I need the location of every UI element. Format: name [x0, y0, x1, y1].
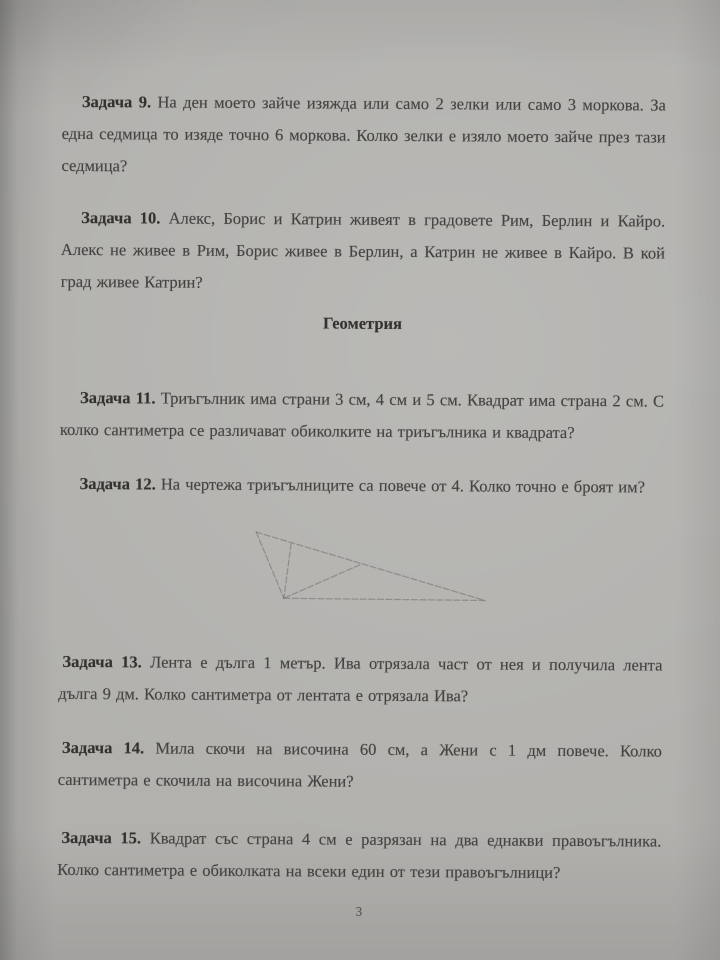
- task-12: [59, 467, 663, 503]
- task-15-label: Задача 15.: [61, 827, 142, 847]
- task-13-text: Лента е дълга 1 метър. Ива отрязала част от нея и получила лента дълга 9 дм. Колко сантиметра от лентата е отрязала Ива?: [58, 651, 663, 705]
- figure-line: [284, 564, 360, 598]
- task-11-label: Задача 11.: [80, 387, 156, 407]
- task-14-text: Мила скочи на височина 60 см, а Жени с 1 дм повече. Колко сантиметра е скочила на височина Жени?: [57, 737, 662, 791]
- task-13-label: Задача 13.: [62, 651, 142, 671]
- task-9: [61, 85, 666, 185]
- figure-line: [256, 532, 485, 600]
- task-12-text: На чертежа триъгълниците са повече от 4. Колко точно е броят им?: [160, 474, 646, 496]
- figure-line: [284, 598, 485, 600]
- task-15-text: Квадрат със страна 4 см е разрязан на два еднакви правоъгълника. Колко сантиметра е обиколката на всеки един от тези правоъгълници?: [57, 827, 662, 882]
- task-15: [57, 821, 661, 889]
- task-14: [58, 731, 662, 799]
- triangle-figure: [237, 516, 508, 618]
- section-heading-geometry: Геометрия: [322, 313, 403, 333]
- task-10: [61, 201, 666, 301]
- task-11: [60, 381, 664, 449]
- task-14-label: Задача 14.: [61, 737, 145, 757]
- figure-line: [284, 543, 291, 598]
- page-number: 3: [355, 903, 363, 919]
- task-11-text: Триъгълник има страни 3 см, 4 см и 5 см. Квадрат има страна 2 см. С колко сантиметра се различават обиколките на триъгълника и квадрата?: [59, 387, 665, 442]
- task-13: [58, 645, 662, 713]
- task-12-label: Задача 12.: [79, 473, 156, 493]
- task-10-label: Задача 10.: [81, 207, 161, 227]
- figure-line: [256, 532, 284, 598]
- task-9-label: Задача 9.: [81, 91, 152, 111]
- task-9-text: На ден моето зайче изяжда или само 2 зелки или само 3 моркова. За една седмица то изяде точно 6 моркова. Колко зелки е изяло моето зайче през тази седмица?: [61, 91, 666, 175]
- task-10-text: Алекс, Борис и Катрин живеят в градовете Рим, Берлин и Кайро. Алекс не живее в Рим, Борис живее в Берлин, а Катрин не живее в Кайро. В кой град живее Катрин?: [60, 208, 666, 292]
